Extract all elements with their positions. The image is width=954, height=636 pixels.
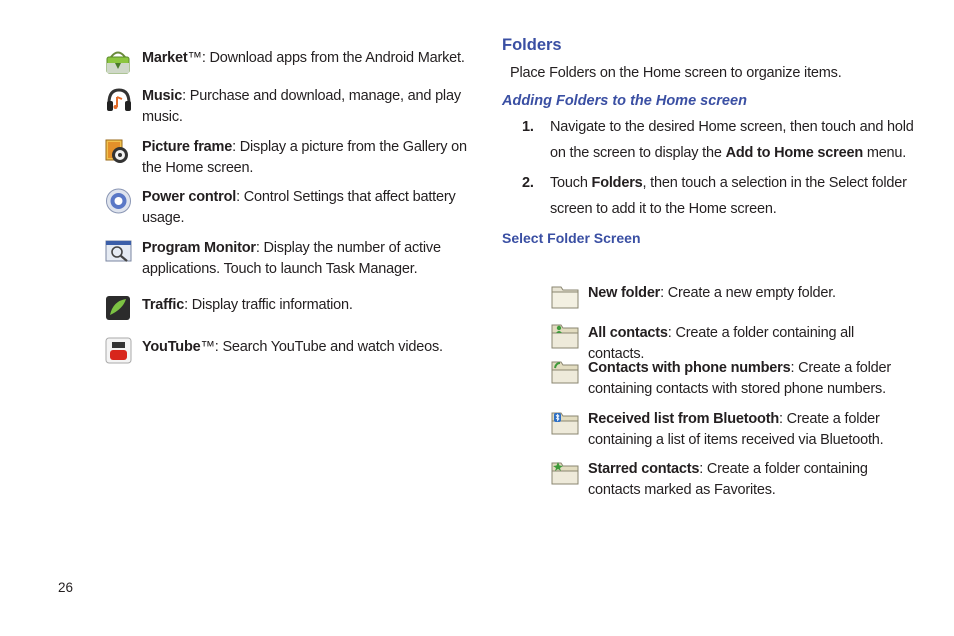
phone-contacts-folder-icon bbox=[551, 358, 578, 384]
list-item-text: Program Monitor: Display the number of active applications. Touch to launch Task Manager. bbox=[142, 240, 441, 277]
market-icon bbox=[105, 48, 131, 74]
list-item-text: Received list from Bluetooth: Create a folder containing a list of items received via Bluetooth. bbox=[588, 411, 884, 448]
program-monitor-icon bbox=[105, 238, 131, 264]
starred-folder-icon bbox=[551, 459, 578, 485]
list-item-text: Picture frame: Display a picture from the Gallery on the Home screen. bbox=[142, 139, 467, 176]
music-icon bbox=[105, 86, 131, 112]
power-control-icon bbox=[105, 187, 131, 213]
list-item-text: Traffic: Display traffic information. bbox=[142, 297, 353, 313]
subsection-heading: Adding Folders to the Home screen bbox=[502, 93, 747, 109]
list-item-text: All contacts: Create a folder containing all contacts. bbox=[588, 325, 855, 362]
new-folder-icon bbox=[551, 283, 578, 309]
list-item-text: Contacts with phone numbers: Create a folder containing contacts with stored phone numbers. bbox=[588, 360, 892, 397]
list-item-text: Power control: Control Settings that affect battery usage. bbox=[142, 189, 456, 226]
intro-text: Place Folders on the Home screen to organize items. bbox=[510, 65, 842, 81]
step-number: 2. bbox=[522, 175, 534, 191]
youtube-icon bbox=[105, 337, 131, 363]
step-text: Navigate to the desired Home screen, then touch and hold on the screen to display the Add to Home screen menu. bbox=[550, 119, 914, 161]
bluetooth-folder-icon bbox=[551, 409, 578, 435]
all-contacts-folder-icon bbox=[551, 323, 578, 349]
traffic-icon bbox=[105, 295, 131, 321]
list-item-text: Music: Purchase and download, manage, and play music. bbox=[142, 88, 461, 125]
page-number: 26 bbox=[58, 580, 74, 595]
step-text: Touch Folders, then touch a selection in the Select folder screen to add it to the Home screen. bbox=[550, 175, 907, 217]
subsection-heading: Select Folder Screen bbox=[502, 230, 641, 246]
list-item-text: Market™: Download apps from the Android Market. bbox=[142, 50, 465, 66]
list-item-text: New folder: Create a new empty folder. bbox=[588, 285, 836, 301]
step-number: 1. bbox=[522, 119, 534, 135]
section-heading: Folders bbox=[502, 36, 562, 54]
list-item-text: YouTube™: Search YouTube and watch videos. bbox=[142, 339, 443, 355]
list-item-text: Starred contacts: Create a folder containing contacts marked as Favorites. bbox=[588, 461, 868, 498]
picture-frame-icon bbox=[105, 137, 131, 163]
